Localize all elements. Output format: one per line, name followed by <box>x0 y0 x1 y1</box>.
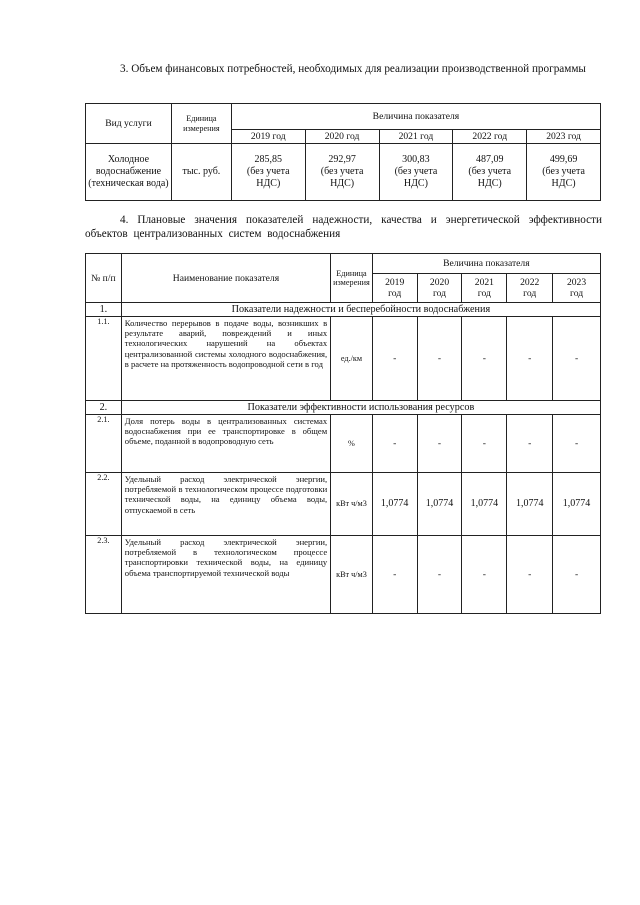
value-cell: - <box>417 536 462 614</box>
header-unit: Единица измерения <box>171 104 231 144</box>
row-num: 2.3. <box>86 536 122 614</box>
indicator-name: Удельный расход электрической энергии, потребляемой в технологическом процессе подготовки технической воды, на единицу объема воды, отпускаемой в сеть <box>121 473 330 536</box>
year-cell <box>507 274 553 303</box>
year-number: 2021 <box>474 277 494 288</box>
value-cell: 1,0774 <box>507 473 553 536</box>
table-row <box>86 317 601 401</box>
indicator-name: Количество перерывов в подаче воды, возникших в результате аварий, повреждений и иных технологических нарушений на объектах централизованной системы холодного водоснабжения, в расчете на протяженность водопроводной сети в год <box>121 317 330 401</box>
year-cell <box>553 274 601 303</box>
year-suffix: год <box>570 288 584 299</box>
value-cell: - <box>462 536 507 614</box>
value-cell: - <box>507 536 553 614</box>
row-num: 2.1. <box>86 415 122 473</box>
year-cell <box>462 274 507 303</box>
value-cell: - <box>372 415 417 473</box>
value-cell <box>379 144 453 201</box>
header-service: Вид услуги <box>86 104 172 144</box>
value-note: (без учета НДС) <box>394 166 438 189</box>
row-num: 1. <box>86 303 122 317</box>
value-amount: 300,83 <box>402 154 430 165</box>
value-cell: - <box>372 317 417 401</box>
section-row <box>86 303 601 317</box>
value-amount: 499,69 <box>549 154 578 165</box>
value-note: (без учета НДС) <box>468 166 512 189</box>
year-suffix: год <box>432 288 447 299</box>
year-number: 2020 <box>429 277 450 288</box>
row-num: 1.1. <box>86 317 122 401</box>
value-cell: - <box>553 415 601 473</box>
value-cell: 1,0774 <box>462 473 507 536</box>
header-value: Величина показателя <box>372 254 600 274</box>
value-cell: - <box>553 317 601 401</box>
header-unit: Единица измерения <box>331 254 373 303</box>
year-cell: 2023 год <box>527 130 601 144</box>
value-cell: - <box>462 317 507 401</box>
value-cell: 1,0774 <box>372 473 417 536</box>
year-cell: 2021 год <box>379 130 453 144</box>
year-cell <box>372 274 417 303</box>
indicators-table <box>85 253 601 614</box>
value-cell: - <box>462 415 507 473</box>
unit-cell: % <box>331 415 373 473</box>
year-cell: 2019 год <box>231 130 305 144</box>
header-name: Наименование показателя <box>121 254 330 303</box>
value-amount: 285,85 <box>254 154 282 165</box>
table-row <box>86 144 601 201</box>
value-cell <box>231 144 305 201</box>
header-value: Величина показателя <box>231 104 600 130</box>
unit-cell: ед./км <box>331 317 373 401</box>
row-num: 2.2. <box>86 473 122 536</box>
value-amount: 487,09 <box>475 154 504 165</box>
section4-heading: 4. Плановые значения показателей надежности, качества и энергетической эффективности объектов централизованных систем водоснабжения <box>85 214 602 240</box>
value-cell: 1,0774 <box>553 473 601 536</box>
year-number: 2022 <box>520 277 540 288</box>
service-name: Холодное водоснабжение (техническая вода) <box>86 144 172 201</box>
year-cell: 2022 год <box>453 130 527 144</box>
year-cell: 2020 год <box>305 130 379 144</box>
unit-cell: кВт ч/м3 <box>331 473 373 536</box>
value-note: (без учета НДС) <box>320 166 364 189</box>
value-cell: 1,0774 <box>417 473 462 536</box>
year-number: 2023 <box>566 277 587 288</box>
section3-heading: 3. Объем финансовых потребностей, необходимых для реализации производственной программы <box>120 63 586 75</box>
value-cell: - <box>372 536 417 614</box>
table-row <box>86 536 601 614</box>
value-cell <box>305 144 379 201</box>
indicator-name: Удельный расход электрической энергии, потребляемой в технологическом процессе транспортировки технической воды, на единицу объема транспортируемой технической воды <box>121 536 330 614</box>
value-note: (без учета НДС) <box>542 166 585 189</box>
value-cell: - <box>507 317 553 401</box>
financial-needs-table <box>85 103 601 201</box>
value-cell: - <box>553 536 601 614</box>
year-number: 2019 <box>385 277 405 288</box>
unit-cell: тыс. руб. <box>171 144 231 201</box>
section-row <box>86 401 601 415</box>
value-cell <box>527 144 601 201</box>
value-cell: - <box>417 317 462 401</box>
row-num: 2. <box>86 401 122 415</box>
header-num: № п/п <box>86 254 122 303</box>
value-cell: - <box>417 415 462 473</box>
table-row <box>86 473 601 536</box>
value-amount: 292,97 <box>328 154 356 165</box>
section-title: Показатели эффективности использования ресурсов <box>121 401 600 415</box>
value-note: (без учета НДС) <box>246 166 290 189</box>
year-suffix: год <box>388 288 402 299</box>
table-row <box>86 415 601 473</box>
year-suffix: год <box>523 288 537 299</box>
year-suffix: год <box>477 288 491 299</box>
year-cell <box>417 274 462 303</box>
unit-cell: кВт ч/м3 <box>331 536 373 614</box>
section-title: Показатели надежности и бесперебойности водоснабжения <box>121 303 600 317</box>
value-cell <box>453 144 527 201</box>
value-cell: - <box>507 415 553 473</box>
indicator-name: Доля потерь воды в централизованных системах водоснабжения при ее транспортировке в общем объеме, поданной в водопроводную сеть <box>121 415 330 473</box>
